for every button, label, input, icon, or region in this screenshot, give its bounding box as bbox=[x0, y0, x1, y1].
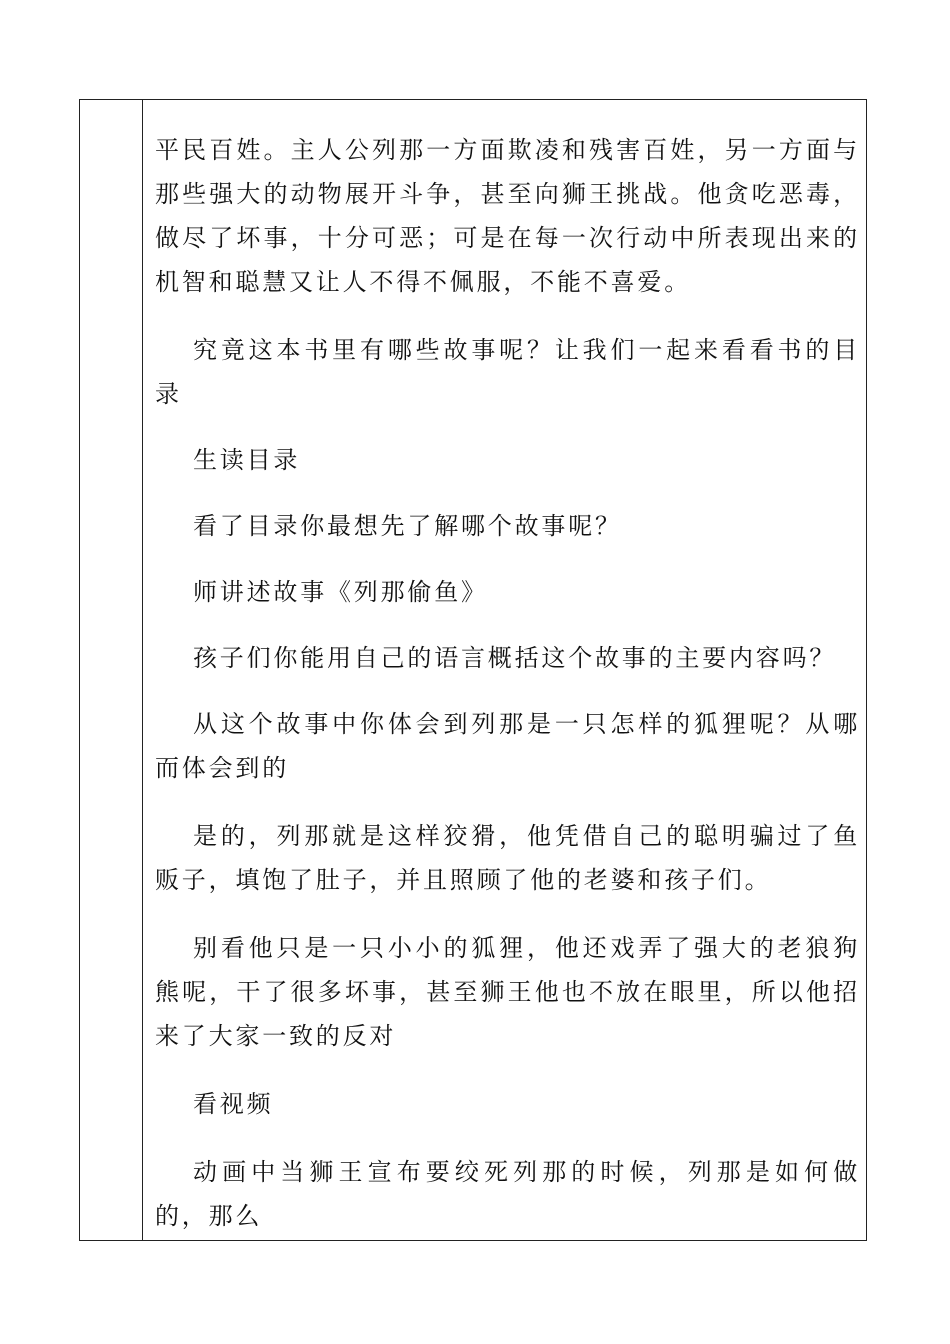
paragraph-teacher-story: 师讲述故事《列那偷鱼》 bbox=[193, 578, 488, 606]
paragraph-summarize: 孩子们你能用自己的语言概括这个故事的主要内容吗？ bbox=[193, 644, 837, 672]
paragraph-watch-video: 看视频 bbox=[193, 1090, 274, 1118]
paragraph-cunning: 是的，列那就是这样狡猾，他凭借自己的聪明骗过了鱼贩子，填饱了肚子，并且照顾了他的老婆和孩子们。 bbox=[155, 822, 860, 894]
paragraph-what-fox: 从这个故事中你体会到列那是一只怎样的狐狸呢？从哪而体会到的 bbox=[155, 710, 860, 782]
label-column bbox=[80, 100, 143, 1240]
paragraph-read-contents: 生读目录 bbox=[193, 446, 301, 474]
paragraph-opposition: 别看他只是一只小小的狐狸，他还戏弄了强大的老狼狗熊呢，干了很多坏事，甚至狮王他也不放在眼里，所以他招来了大家一致的反对 bbox=[155, 934, 860, 1050]
lesson-table bbox=[79, 99, 867, 1241]
content-cell bbox=[155, 128, 860, 1238]
paragraph-intro: 平民百姓。主人公列那一方面欺凌和残害百姓，另一方面与那些强大的动物展开斗争，甚至向狮王挑战。他贪吃恶毒，做尽了坏事，十分可恶；可是在每一次行动中所表现出来的机智和聪慧又让人不得不佩服，不能不喜爱。 bbox=[155, 136, 860, 296]
paragraph-choose-story: 看了目录你最想先了解哪个故事呢？ bbox=[193, 512, 622, 540]
paragraph-question-contents: 究竟这本书里有哪些故事呢？让我们一起来看看书的目录 bbox=[155, 336, 860, 408]
paragraph-animation: 动画中当狮王宣布要绞死列那的时候，列那是如何做的，那么 bbox=[155, 1158, 860, 1230]
